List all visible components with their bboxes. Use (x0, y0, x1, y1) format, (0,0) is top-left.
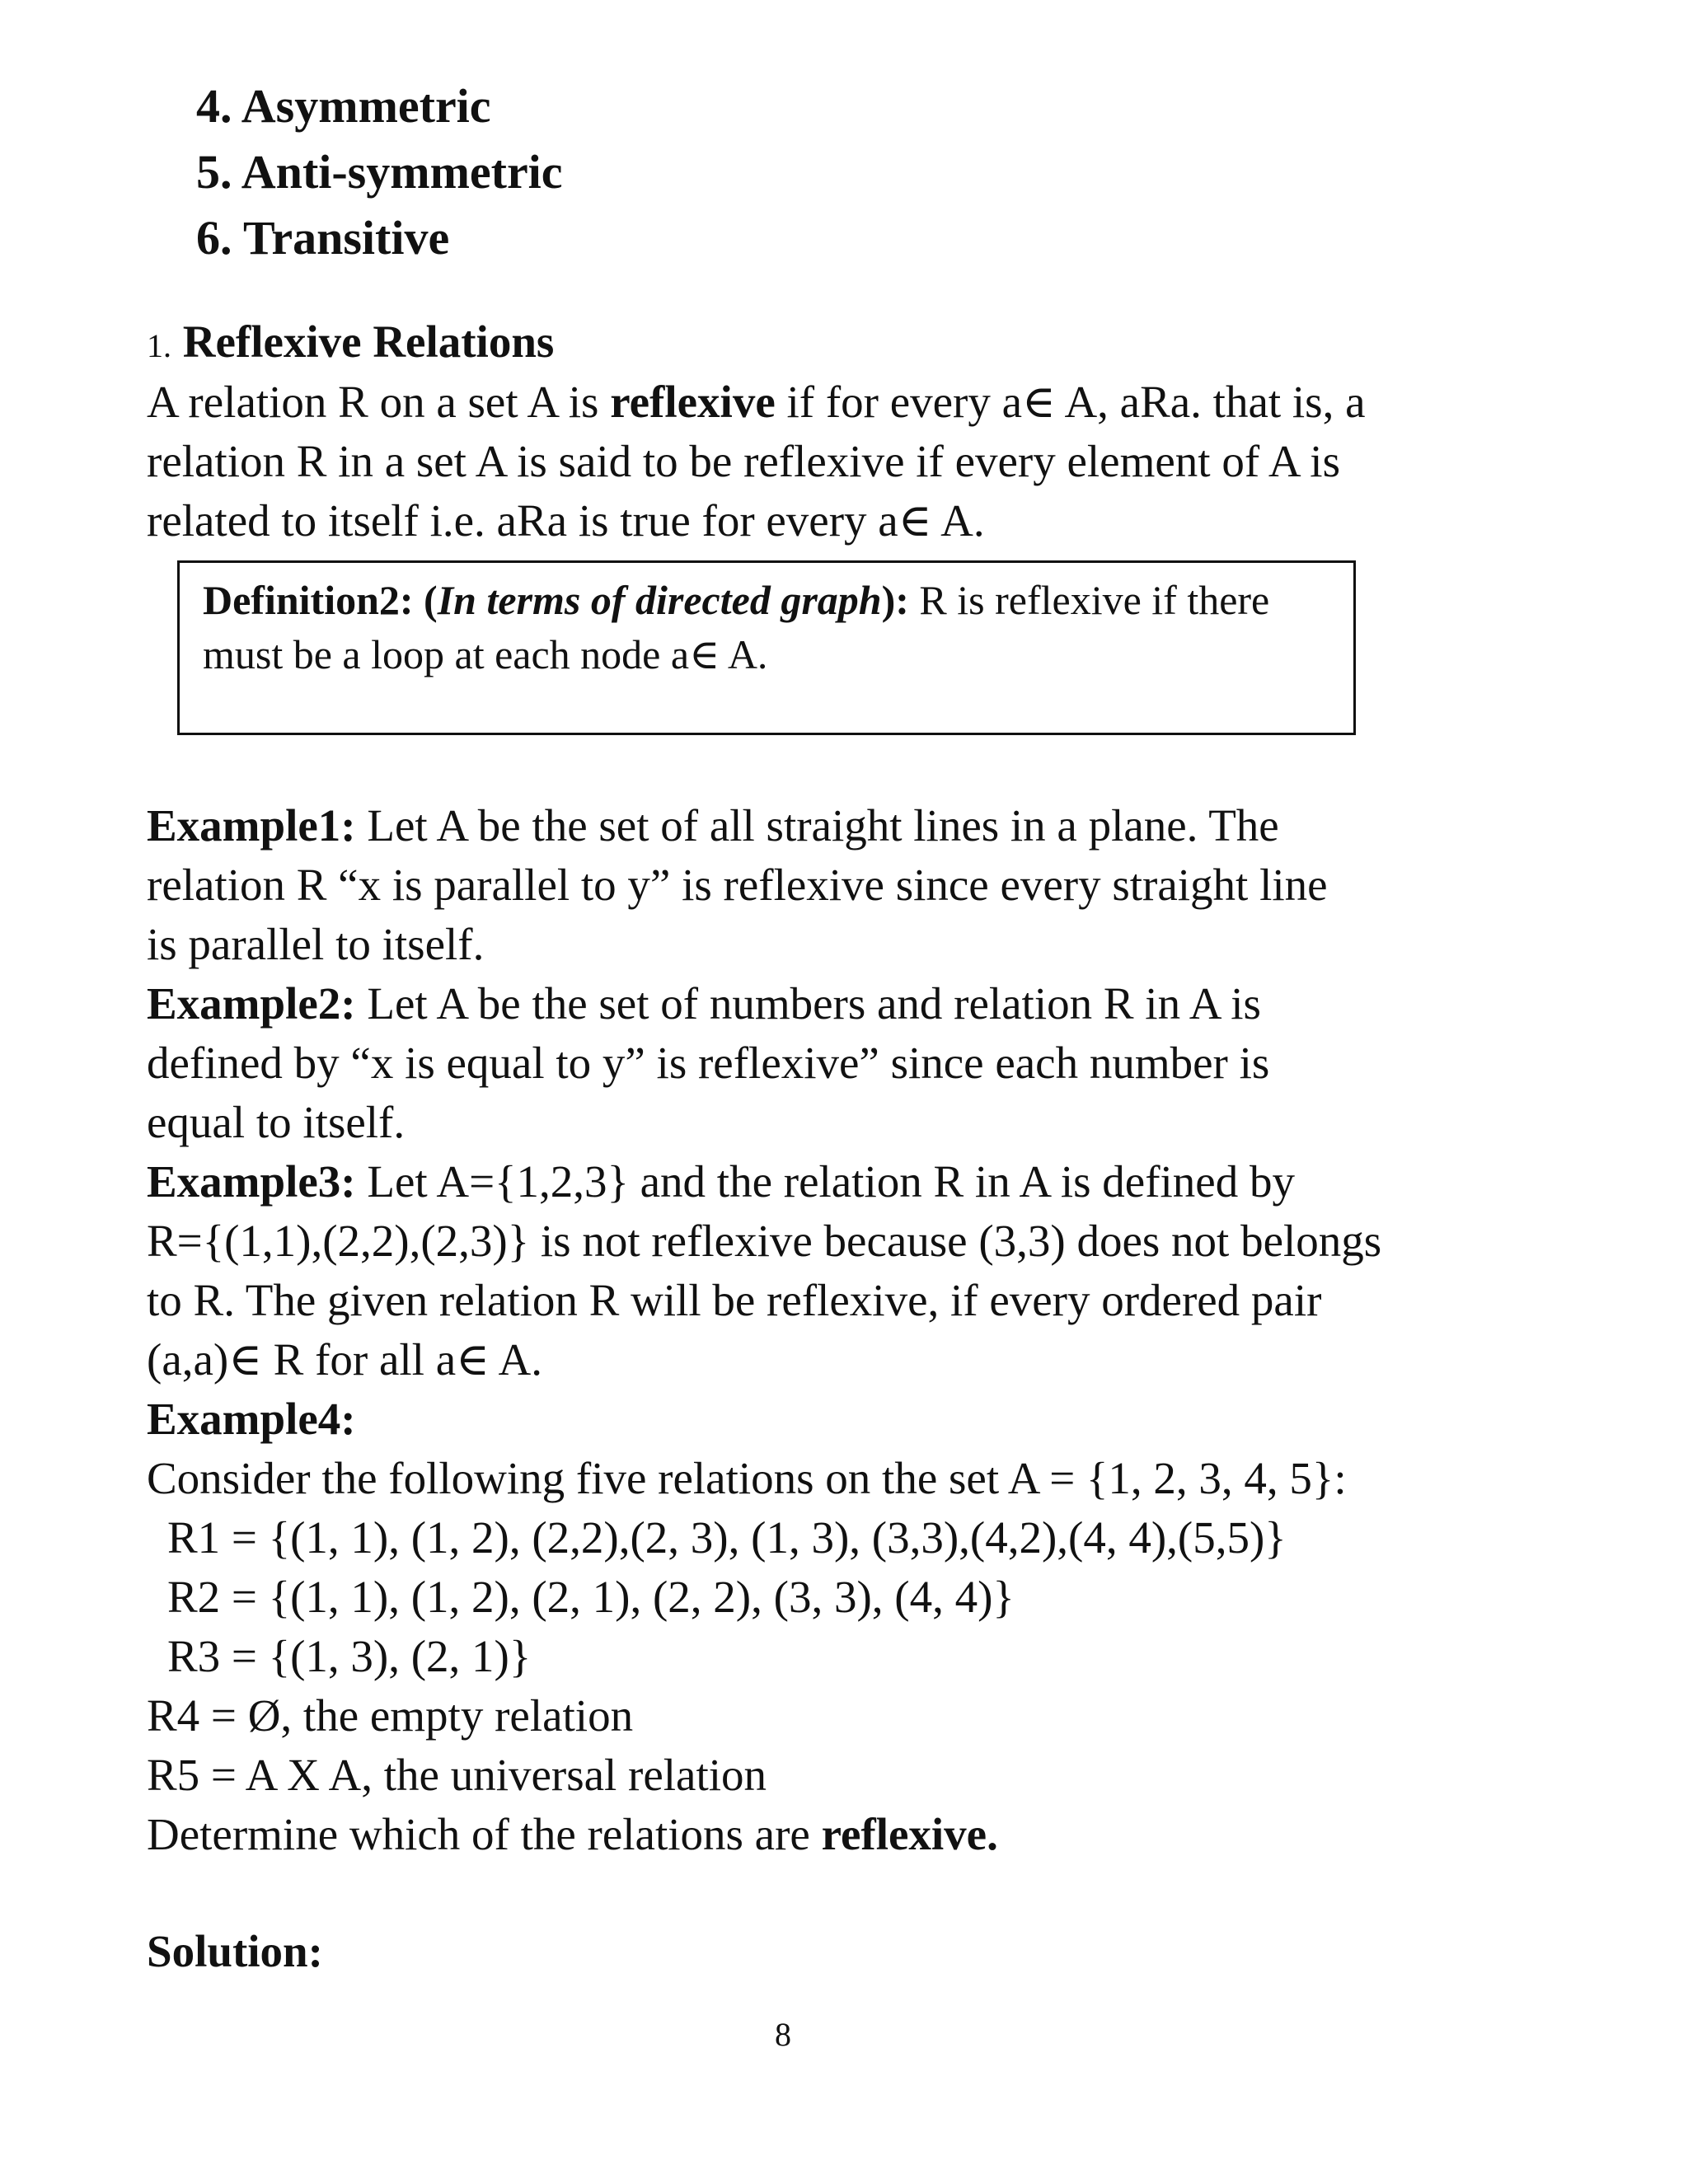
section-title: Reflexive Relations (182, 316, 555, 367)
relation-r2: R2 = {(1, 1), (1, 2), (2, 1), (2, 2), (3, 3), (4, 4)} (167, 1572, 1015, 1622)
example4-label: Example4: (147, 1394, 356, 1444)
intro-line-3: related to itself i.e. aRa is true for every a∈ A. (147, 495, 985, 546)
example3-line-1: Example3: Let A={1,2,3} and the relation R in A is defined by (147, 1156, 1295, 1207)
example4-question: Determine which of the relations are reflexive. (147, 1809, 998, 1859)
example1-line-1: Example1: Let A be the set of all straight lines in a plane. The (147, 800, 1279, 851)
example1-label: Example1: (147, 800, 356, 851)
example3-label: Example3: (147, 1156, 356, 1207)
definition-line-2: must be a loop at each node a∈ A. (203, 631, 768, 677)
definition-box (177, 560, 1356, 735)
example3-line-2: R={(1,1),(2,2),(2,3)} is not reflexive because (3,3) does not belongs (147, 1216, 1382, 1266)
example2-label: Example2: (147, 978, 356, 1029)
example1-line-2: relation R “x is parallel to y” is reflexive since every straight line (147, 860, 1328, 910)
section-number: 1. (147, 327, 171, 364)
example1-line-3: is parallel to itself. (147, 919, 485, 969)
relation-r3: R3 = {(1, 3), (2, 1)} (167, 1631, 532, 1681)
definition-label: Definition2: (203, 577, 414, 623)
relation-r5: R5 = A X A, the universal relation (147, 1750, 767, 1800)
example4-line-1: Consider the following five relations on the set A = {1, 2, 3, 4, 5}: (147, 1453, 1347, 1503)
list-item-transitive: 6. Transitive (196, 211, 450, 265)
example3-line-3: to R. The given relation R will be reflexive, if every ordered pair (147, 1275, 1322, 1325)
page-number: 8 (775, 2016, 791, 2053)
section-heading (147, 317, 554, 368)
relation-r4: R4 = Ø, the empty relation (147, 1690, 634, 1741)
example2-line-1: Example2: Let A be the set of numbers and relation R in A is (147, 978, 1261, 1029)
intro-line-2: relation R in a set A is said to be reflexive if every element of A is (147, 436, 1340, 486)
example2-line-2: defined by “x is equal to y” is reflexive” since each number is (147, 1038, 1270, 1088)
example3-line-4: (a,a)∈ R for all a∈ A. (147, 1334, 543, 1385)
definition-line-1: Definition2: (In terms of directed graph): R is reflexive if there (203, 577, 1270, 623)
list-item-anti-symmetric: 5. Anti-symmetric (196, 145, 563, 199)
example2-line-3: equal to itself. (147, 1097, 406, 1147)
list-item-asymmetric: 4. Asymmetric (196, 79, 491, 133)
reflexive-term: reflexive (610, 377, 776, 427)
definition-italic: In terms of directed graph (437, 577, 882, 623)
relation-r1: R1 = {(1, 1), (1, 2), (2,2),(2, 3), (1, 3), (3,3),(4,2),(4, 4),(5,5)} (167, 1512, 1287, 1563)
reflexive-emphasis: reflexive. (821, 1809, 998, 1859)
intro-line-1: A relation R on a set A is reflexive if for every a∈ A, aRa. that is, a (147, 377, 1366, 427)
solution-heading: Solution: (147, 1926, 323, 1976)
